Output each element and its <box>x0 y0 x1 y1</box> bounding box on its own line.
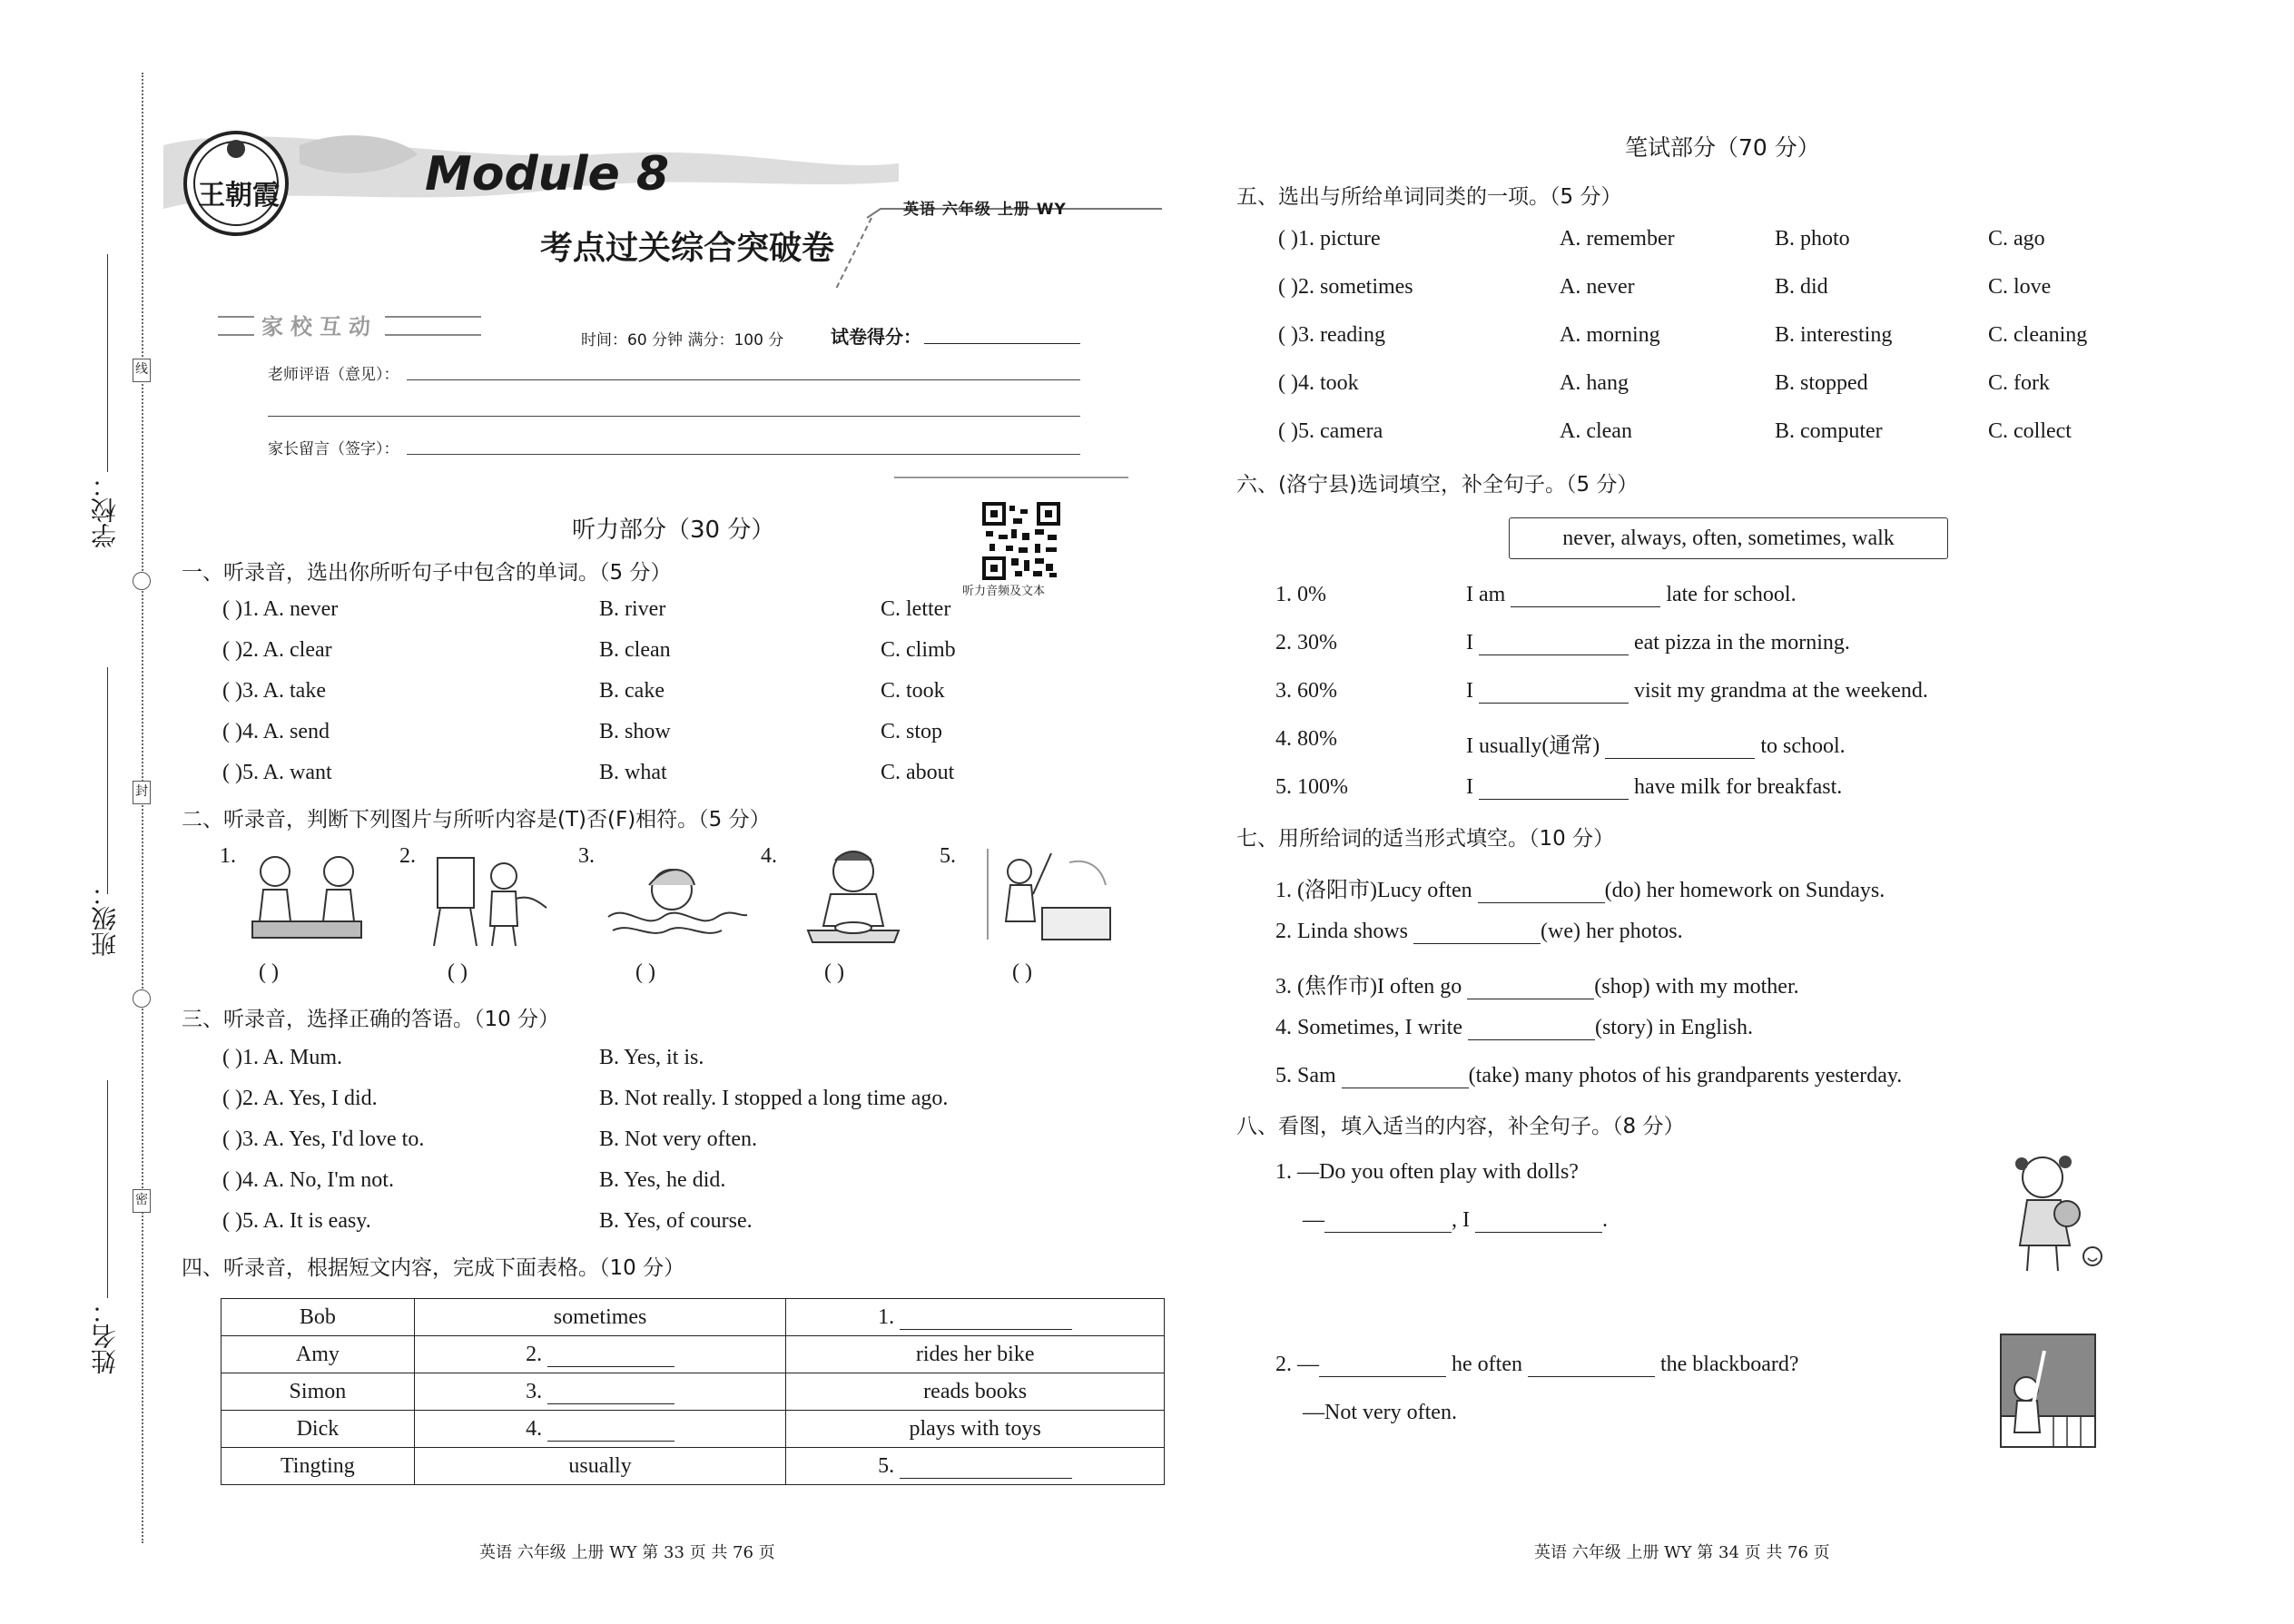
s5-item-1[interactable]: ( )1. picture <box>1278 227 1381 251</box>
s5-item-5-a: A. clean <box>1560 419 1632 443</box>
s3-item-5-b: B. Yes, of course. <box>599 1209 753 1233</box>
s6-item-5-line <box>1466 775 1842 800</box>
s5-item-1-c: C. ago <box>1988 227 2045 251</box>
s2-paren-1[interactable]: ( ) <box>259 960 279 984</box>
parent-comment-line[interactable] <box>407 454 1080 455</box>
s5-item-3-a: A. morning <box>1560 323 1660 347</box>
sentence-suffix: the blackboard? <box>1659 1353 1799 1376</box>
s7-item-4 <box>1275 1016 1753 1040</box>
s1-item-5-b: B. what <box>599 761 667 784</box>
name-label: 姓名： <box>90 1298 120 1374</box>
grade-tag: 英语 六年级 上册 WY <box>903 201 1067 219</box>
teacher-comment-line-2[interactable] <box>268 416 1080 417</box>
sentence-suffix: have milk for breakfast. <box>1634 775 1843 799</box>
school-underline <box>107 254 108 472</box>
picture-boy-eating-icon <box>803 844 903 946</box>
section-6-title: 六、(洛宁县)选词填空，补全句子。（5 分） <box>1236 473 1639 497</box>
s5-item-5[interactable]: ( )5. camera <box>1278 419 1383 443</box>
table-cell-frequency: sometimes <box>414 1299 786 1336</box>
s1-item-3-b: B. cake <box>599 679 665 703</box>
s2-paren-3[interactable]: ( ) <box>635 960 655 984</box>
table-cell-name: Bob <box>222 1299 415 1336</box>
s5-item-4-b: B. stopped <box>1775 371 1868 395</box>
s1-item-1-b: B. river <box>599 597 666 621</box>
s6-item-3-line <box>1466 679 1928 704</box>
section-4-title: 四、听录音，根据短文内容，完成下面表格。（10 分） <box>182 1256 685 1280</box>
answer-blank[interactable] <box>1605 739 1755 759</box>
s1-item-5-c: C. about <box>881 761 955 784</box>
answer-blank[interactable] <box>1479 780 1629 800</box>
score-label: 试卷得分： <box>831 326 921 348</box>
answer-blank[interactable] <box>547 1347 674 1367</box>
answer-blank[interactable] <box>1319 1357 1446 1377</box>
s2-paren-4[interactable]: ( ) <box>824 960 844 984</box>
s6-item-4-line <box>1466 727 1846 759</box>
score-blank[interactable] <box>924 343 1080 344</box>
answer-blank[interactable] <box>1324 1213 1452 1233</box>
s5-item-4[interactable]: ( )4. took <box>1278 371 1359 395</box>
s5-item-5-b: B. computer <box>1775 419 1883 443</box>
table-row <box>222 1448 1165 1485</box>
qr-caption: 听力音频及文本 <box>962 585 1046 598</box>
s1-item-4[interactable]: ( )4. A. send <box>222 720 330 743</box>
s5-item-4-a: A. hang <box>1560 371 1629 395</box>
sentence-prefix: 4. Sometimes, I write <box>1275 1016 1462 1039</box>
blank-number: 5. <box>878 1453 895 1478</box>
table-cell-name: Simon <box>222 1373 415 1411</box>
s3-item-1-b: B. Yes, it is. <box>599 1046 704 1069</box>
answer-blank[interactable] <box>1413 924 1541 944</box>
sentence-suffix: (we) her photos. <box>1541 920 1683 943</box>
table-row <box>222 1299 1165 1336</box>
table-cell-activity: plays with toys <box>786 1411 1165 1448</box>
sentence-suffix: visit my grandma at the weekend. <box>1634 679 1928 703</box>
teacher-comment-label: 老师评语（意见）： <box>268 366 399 384</box>
sentence-middle: he often <box>1452 1353 1522 1376</box>
table-cell-frequency: usually <box>414 1448 786 1485</box>
table-row <box>222 1373 1165 1411</box>
class-underline <box>107 667 108 894</box>
s2-paren-2[interactable]: ( ) <box>448 960 468 984</box>
s2-num-5: 5. <box>940 844 956 868</box>
blank-number: 1. <box>878 1304 895 1329</box>
s7-item-1 <box>1275 871 1885 903</box>
s1-item-1-c: C. letter <box>881 597 951 621</box>
section-3-title: 三、听录音，选择正确的答语。（10 分） <box>182 1008 560 1031</box>
parent-comment-label: 家长留言（签字）： <box>268 440 399 458</box>
sentence-prefix: I am <box>1466 583 1506 606</box>
section-7-title: 七、用所给词的适当形式填空。（10 分） <box>1236 827 1615 851</box>
blank-number: 2. <box>526 1342 543 1366</box>
s6-item-3-num: 3. 60% <box>1275 679 1337 703</box>
s7-item-2 <box>1275 920 1683 944</box>
section-1-title: 一、听录音，选出你所听句子中包含的单词。（5 分） <box>182 561 672 585</box>
footer-right-page-info: 英语 六年级 上册 WY 第 34 页 共 76 页 <box>1534 1543 1830 1562</box>
answer-blank[interactable] <box>547 1384 674 1404</box>
s2-num-4: 4. <box>761 844 777 868</box>
s8-question-1: 1. —Do you often play with dolls? <box>1275 1160 1579 1184</box>
table-row <box>222 1336 1165 1373</box>
s5-item-2-a: A. never <box>1560 275 1635 299</box>
sentence-suffix: (take) many photos of his grandparents yesterday. <box>1468 1064 1903 1088</box>
s1-item-4-c: C. stop <box>881 720 943 743</box>
header-divider <box>894 477 1128 478</box>
sentence-suffix: (shop) with my mother. <box>1594 975 1799 999</box>
sentence-prefix: 1. (洛阳市)Lucy often <box>1275 879 1472 902</box>
s8-answer-2: —Not very often. <box>1303 1401 1457 1424</box>
footer-left-page-info: 英语 六年级 上册 WY 第 33 页 共 76 页 <box>479 1543 775 1562</box>
listening-title: 听力部分（30 分） <box>572 517 775 544</box>
picture-kids-playing-chess-icon <box>243 849 370 944</box>
s1-item-2[interactable]: ( )2. A. clear <box>222 638 332 662</box>
s3-item-4[interactable]: ( )4. A. No, I'm not. <box>222 1168 394 1192</box>
answer-blank[interactable] <box>900 1459 1072 1479</box>
table-cell-frequency-blank[interactable] <box>414 1373 786 1411</box>
s3-item-5[interactable]: ( )5. A. It is easy. <box>222 1209 371 1233</box>
answer-blank[interactable] <box>547 1422 674 1442</box>
answer-period: . <box>1602 1208 1608 1232</box>
s3-item-4-b: B. Yes, he did. <box>599 1168 726 1192</box>
table-cell-frequency-blank[interactable] <box>414 1336 786 1373</box>
binding-mark-1: 线 <box>133 359 151 382</box>
sentence-suffix: (story) in English. <box>1594 1016 1753 1039</box>
answer-connector: , I <box>1452 1208 1470 1232</box>
dash: — <box>1303 1208 1324 1232</box>
s6-item-2-num: 2. 30% <box>1275 631 1337 655</box>
s5-item-2-c: C. love <box>1988 275 2052 299</box>
s3-item-2[interactable]: ( )2. A. Yes, I did. <box>222 1087 378 1110</box>
s6-item-1-line <box>1466 583 1797 607</box>
time-score-info: 时间：60 分钟 满分：100 分 <box>581 331 784 349</box>
answer-blank[interactable] <box>1342 1068 1469 1088</box>
s1-item-2-c: C. climb <box>881 638 956 662</box>
s5-item-3[interactable]: ( )3. reading <box>1278 323 1385 347</box>
answer-blank[interactable] <box>1479 684 1629 704</box>
class-label: 班级： <box>90 881 120 957</box>
sentence-suffix: to school. <box>1760 734 1846 758</box>
binding-hole-2 <box>133 989 151 1008</box>
s7-item-3 <box>1275 968 1799 999</box>
home-school-label: 家校互动 <box>254 309 385 340</box>
picture-girl-with-doll-icon <box>2002 1146 2111 1277</box>
blank-number: 4. <box>526 1416 543 1441</box>
s2-num-3: 3. <box>578 844 595 868</box>
exam-subtitle: 考点过关综合突破卷 <box>540 229 835 267</box>
word-bank-box: never, always, often, sometimes, walk <box>1509 517 1948 559</box>
section-8-title: 八、看图，填入适当的内容，补全句子。（8 分） <box>1236 1115 1685 1138</box>
binding-mark-2: 封 <box>133 781 151 804</box>
s6-item-2-line <box>1466 631 1850 655</box>
s1-item-3-c: C. took <box>881 679 945 703</box>
s1-item-3[interactable]: ( )3. A. take <box>222 679 326 703</box>
s3-item-3-b: B. Not very often. <box>599 1127 757 1151</box>
picture-boy-painting-icon <box>427 844 554 949</box>
sentence-prefix: I <box>1466 631 1473 655</box>
written-title: 笔试部分（70 分） <box>1625 134 1820 161</box>
table-cell-activity: rides her bike <box>786 1336 1165 1373</box>
table-row <box>222 1411 1165 1448</box>
table-cell-name: Amy <box>222 1336 415 1373</box>
name-underline <box>107 1080 108 1298</box>
binding-mark-3: 密 <box>133 1189 151 1213</box>
binding-hole-1 <box>133 572 151 590</box>
s5-item-3-b: B. interesting <box>1775 323 1893 347</box>
s5-item-1-a: A. remember <box>1560 227 1675 251</box>
answer-blank[interactable] <box>900 1310 1072 1330</box>
s1-item-2-b: B. clean <box>599 638 671 662</box>
s2-num-2: 2. <box>399 844 416 868</box>
answer-blank[interactable] <box>1528 1357 1655 1377</box>
table-cell-name: Dick <box>222 1411 415 1448</box>
sentence-prefix: 3. (焦作市)I often go <box>1275 975 1462 999</box>
sentence-prefix: 2. Linda shows <box>1275 920 1408 943</box>
section-2-title: 二、听录音，判断下列图片与所听内容是(T)否(F)相符。（5 分） <box>182 808 771 832</box>
s1-item-4-b: B. show <box>599 720 671 743</box>
s7-item-5 <box>1275 1064 1902 1088</box>
binding-dotted-line <box>142 73 143 1543</box>
picture-kid-swimming-icon <box>604 853 749 944</box>
s5-item-4-c: C. fork <box>1988 371 2050 395</box>
s6-item-4-num: 4. 80% <box>1275 727 1337 751</box>
answer-blank[interactable] <box>1475 1213 1602 1233</box>
section-5-title: 五、选出与所给单词同类的一项。（5 分） <box>1236 185 1622 209</box>
answer-blank[interactable] <box>1511 587 1660 607</box>
answer-blank[interactable] <box>1467 979 1594 999</box>
qr-code-icon <box>982 502 1060 580</box>
sentence-suffix: (do) her homework on Sundays. <box>1604 879 1885 902</box>
answer-blank[interactable] <box>1479 635 1629 655</box>
s1-item-5[interactable]: ( )5. A. want <box>222 761 332 784</box>
table-cell-name: Tingting <box>222 1448 415 1485</box>
module-title: Module 8 <box>425 147 670 202</box>
s3-item-2-b: B. Not really. I stopped a long time ago. <box>599 1087 949 1110</box>
s2-paren-5[interactable]: ( ) <box>1012 960 1032 984</box>
s2-num-1: 1. <box>220 844 236 868</box>
brand-logo-text: 王朝霞 <box>198 180 280 212</box>
table-cell-activity-blank[interactable] <box>786 1448 1165 1485</box>
teacher-comment-line[interactable] <box>407 379 1080 380</box>
picture-boy-at-blackboard-icon <box>1999 1333 2097 1449</box>
sentence-prefix: I <box>1466 679 1473 703</box>
listening-table <box>221 1298 1165 1485</box>
sentence-prefix: 2. — <box>1275 1353 1319 1376</box>
table-cell-activity-blank[interactable] <box>786 1299 1165 1336</box>
s6-item-1-num: 1. 0% <box>1275 583 1326 606</box>
sentence-suffix: late for school. <box>1666 583 1797 606</box>
s1-item-1[interactable]: ( )1. A. never <box>222 597 339 621</box>
s3-item-1[interactable]: ( )1. A. Mum. <box>222 1046 342 1069</box>
s8-answer-1 <box>1303 1208 1608 1233</box>
sentence-prefix: I usually(通常) <box>1466 734 1600 758</box>
table-cell-frequency-blank[interactable] <box>414 1411 786 1448</box>
answer-blank[interactable] <box>1478 883 1605 903</box>
blank-number: 3. <box>526 1379 543 1403</box>
answer-blank[interactable] <box>1468 1020 1595 1040</box>
s5-item-5-c: C. collect <box>1988 419 2072 443</box>
s5-item-2-b: B. did <box>1775 275 1828 299</box>
s5-item-1-b: B. photo <box>1775 227 1850 251</box>
s5-item-3-c: C. cleaning <box>1988 323 2088 347</box>
sentence-prefix: 5. Sam <box>1275 1064 1336 1088</box>
s8-question-2 <box>1275 1353 1799 1377</box>
s5-item-2[interactable]: ( )2. sometimes <box>1278 275 1413 299</box>
sentence-suffix: eat pizza in the morning. <box>1634 631 1850 655</box>
s6-item-5-num: 5. 100% <box>1275 775 1348 799</box>
sentence-prefix: I <box>1466 775 1473 799</box>
s3-item-3[interactable]: ( )3. A. Yes, I'd love to. <box>222 1127 425 1151</box>
school-label: 学校： <box>90 472 120 548</box>
picture-cleaning-room-icon <box>979 844 1115 946</box>
table-cell-activity: reads books <box>786 1373 1165 1411</box>
